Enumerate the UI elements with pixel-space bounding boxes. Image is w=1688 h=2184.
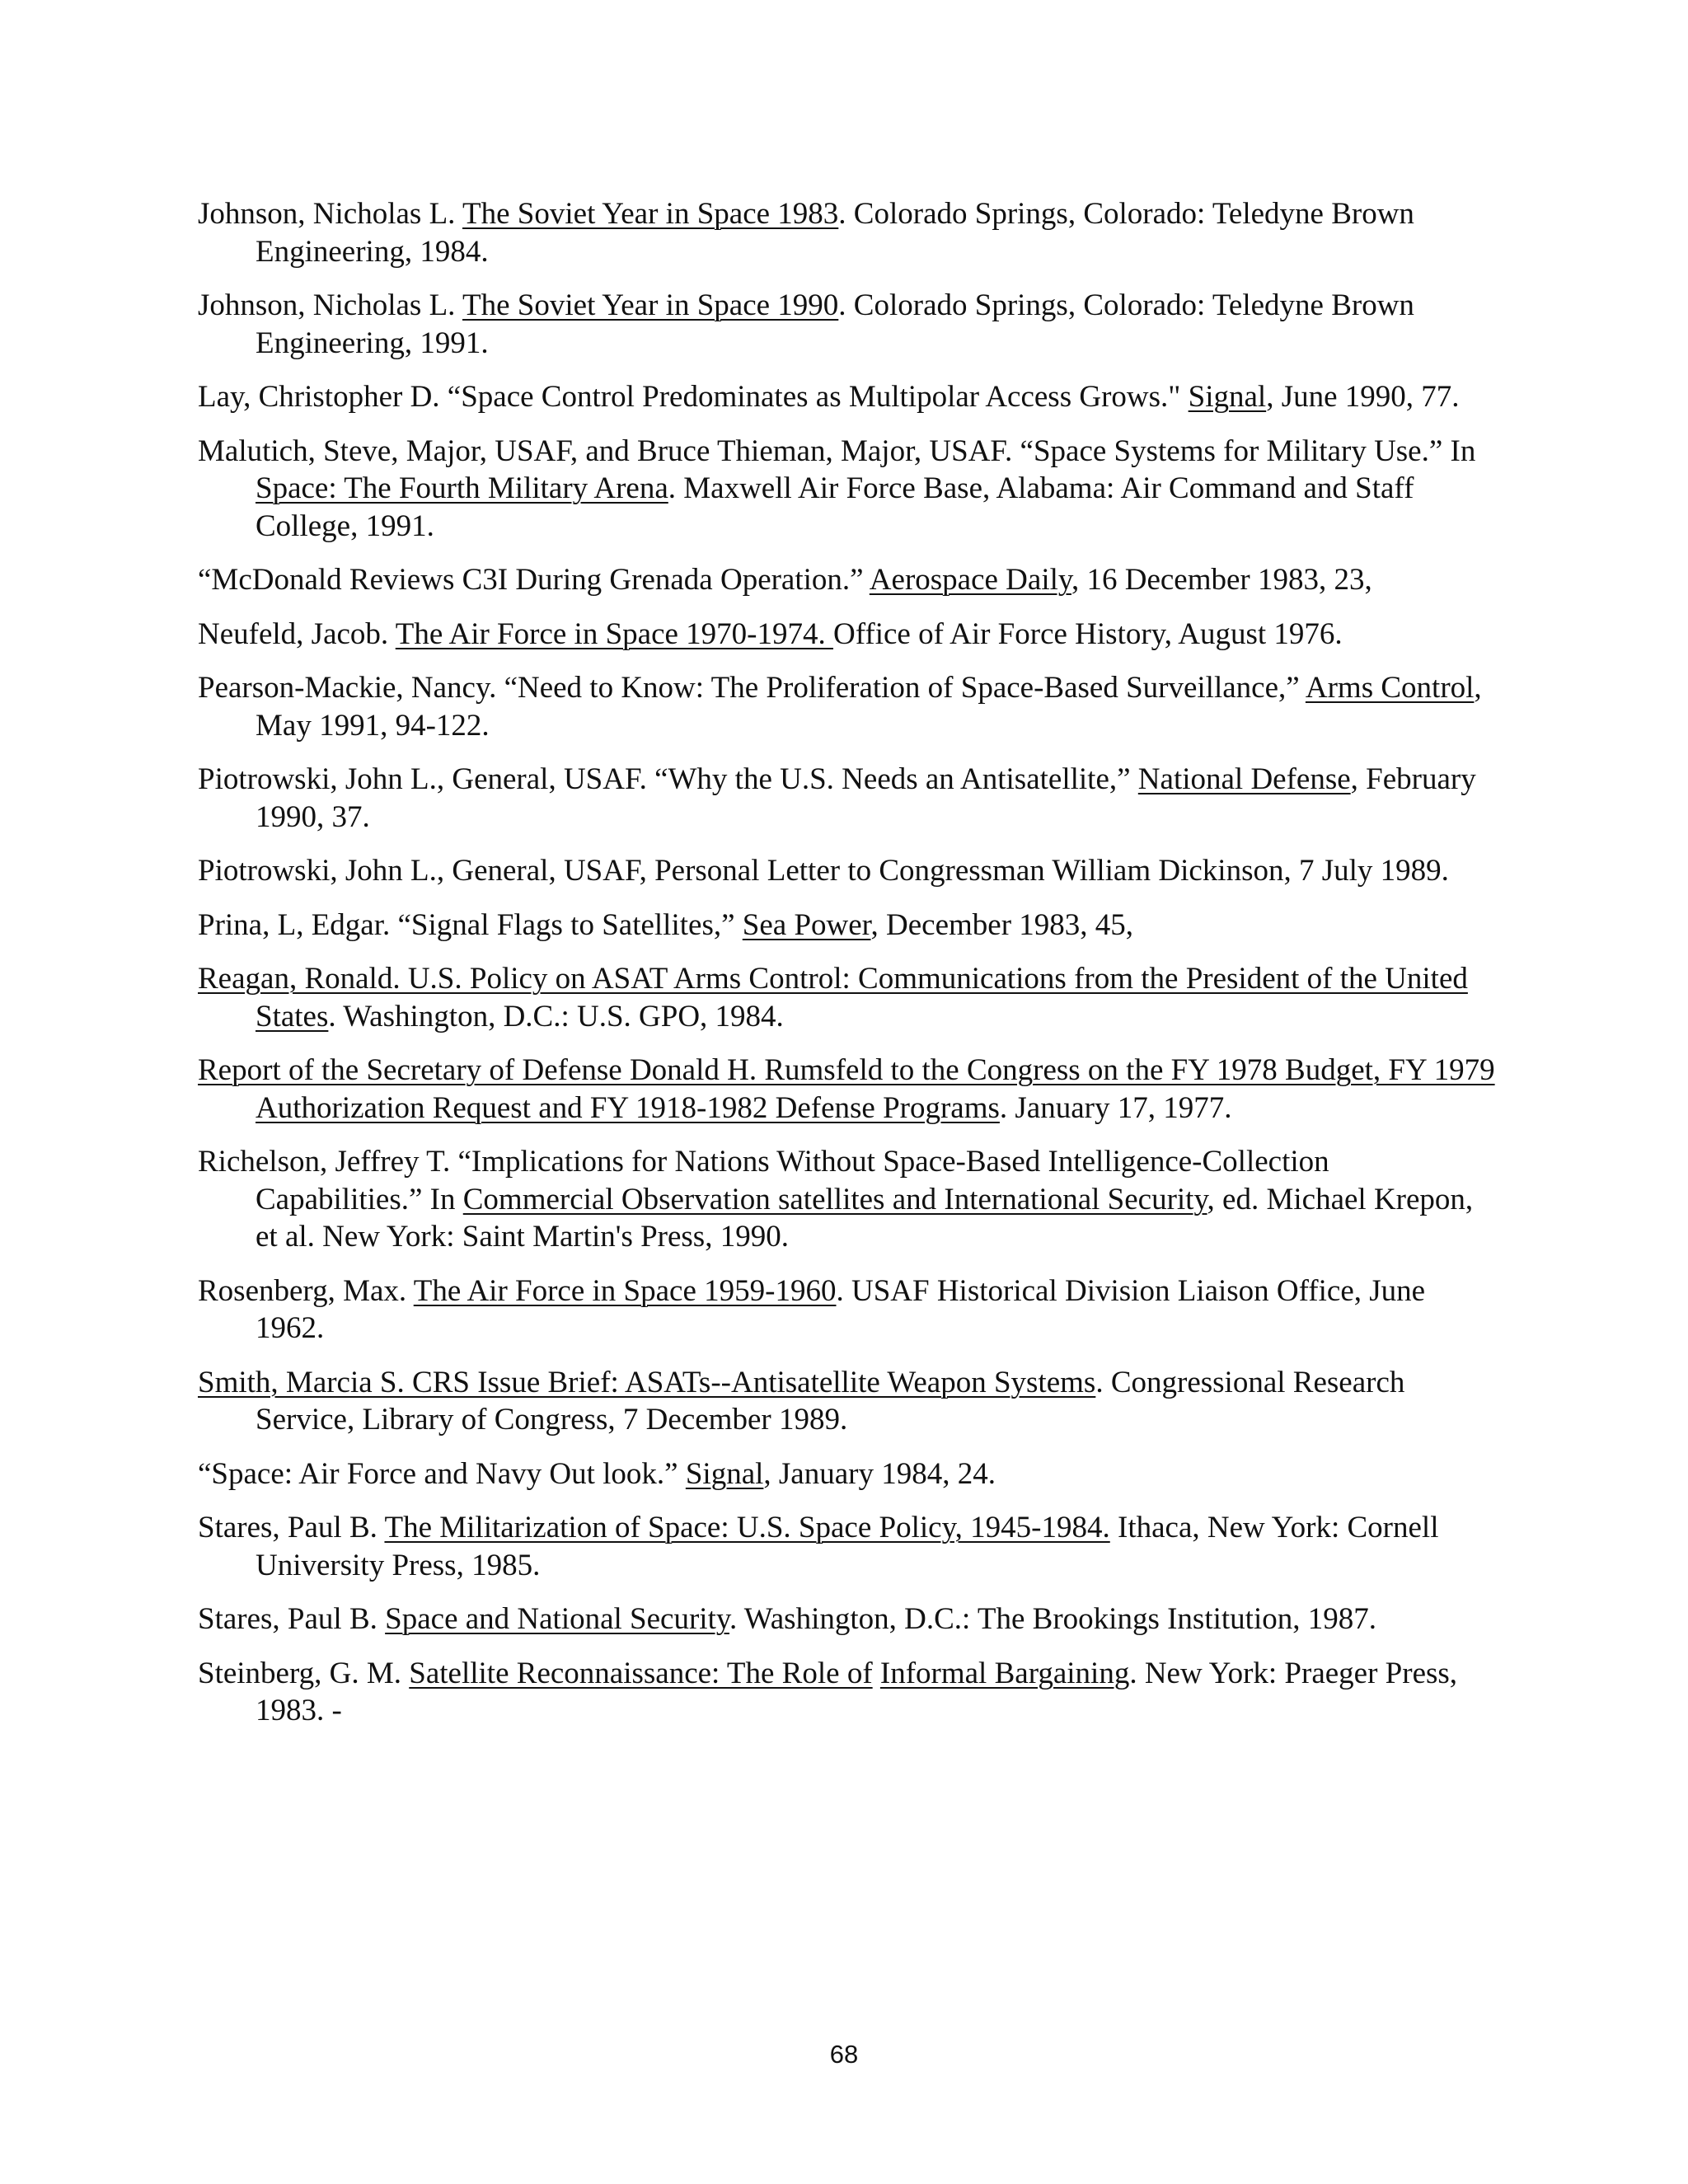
bibliography-entry [198, 1052, 1500, 1127]
bibliography-entry [198, 669, 1500, 744]
bibliography-entry [198, 907, 1500, 944]
bibliography-entry [198, 1272, 1500, 1347]
entry-text: Pearson-Mackie, Nancy. “Need to Know: The Proliferation of Space-Based Surveillance,” [198, 671, 1306, 705]
entry-text: , ed. Michael Krepon, et al. New York: Saint Martin's Press, 1990. [256, 1182, 1474, 1254]
entry-title: Signal [1188, 380, 1267, 414]
entry-text: , June 1990, 77. [1266, 380, 1460, 414]
entry-text: . Washington, D.C.: The Brookings Institution, 1987. [729, 1602, 1376, 1636]
entry-text: . Washington, D.C.: U.S. GPO, 1984. [328, 999, 784, 1033]
entry-title: Space: The Fourth Military Arena [256, 471, 668, 505]
bibliography-entry [198, 616, 1500, 654]
bibliography-entry [198, 378, 1500, 416]
bibliography-entry [198, 1601, 1500, 1638]
entry-text: Piotrowski, John L., General, USAF, Personal Letter to Congressman William Dickinson, 7 July 1989. [198, 854, 1449, 888]
entry-title: Satellite Reconnaissance: The Role of [409, 1656, 873, 1690]
entry-text: Stares, Paul B. [198, 1602, 386, 1636]
entry-title: The Air Force in Space 1970-1974. [395, 616, 833, 651]
bibliography-entry [198, 195, 1500, 270]
entry-text [873, 1657, 880, 1690]
entry-text: , May 1991, 94-122. [256, 671, 1482, 743]
entry-title: Signal [685, 1456, 764, 1491]
entry-title: Commercial Observation satellites and International Security [462, 1182, 1207, 1216]
entry-title: Informal Bargaining [879, 1656, 1130, 1690]
entry-text: , January 1984, 24. [763, 1456, 996, 1491]
page-number: 68 [829, 2040, 859, 2069]
entry-text: , December 1983, 45, [870, 907, 1134, 942]
entry-text: Piotrowski, John L., General, USAF. “Why the U.S. Needs an Antisatellite,” [198, 762, 1138, 796]
entry-title: The Air Force in Space 1959-1960 [413, 1273, 837, 1308]
entry-text: Steinberg, G. M. [198, 1656, 410, 1690]
entry-text: . January 17, 1977. [999, 1090, 1232, 1125]
entry-title: Aerospace Daily [869, 563, 1071, 597]
entry-text: “Space: Air Force and Navy Out look.” [198, 1456, 686, 1491]
entry-text: , February 1990, 37. [256, 762, 1476, 834]
entry-text: Malutich, Steve, Major, USAF, and Bruce Thieman, Major, USAF. “Space Systems for Military Use.” In [198, 434, 1476, 468]
entry-text: . Colorado Springs, Colorado: Teledyne Brown Engineering, 1984. [256, 197, 1414, 269]
entry-text: . Congressional Research Service, Library of Congress, 7 December 1989. [256, 1365, 1405, 1436]
bibliography-entry [198, 1455, 1500, 1493]
entry-title: Report of the Secretary of Defense Donald H. Rumsfeld to the Congress on the FY 1978 Budget, FY 1979 Authorization Request and FY 1918-1982 Defense Programs [198, 1053, 1495, 1125]
entry-text: Lay, Christopher D. “Space Control Predominates as Multipolar Access Grows." [198, 380, 1189, 414]
entry-text: Johnson, Nicholas L. [198, 288, 463, 322]
entry-text: Rosenberg, Max. [198, 1273, 414, 1308]
entry-title: National Defense [1137, 762, 1351, 796]
entry-title: Reagan, Ronald. U.S. Policy on ASAT Arms Control: Communications from the President of the United States [198, 962, 1468, 1033]
entry-title: Smith, Marcia S. CRS Issue Brief: ASATs--Antisatellite Weapon Systems [198, 1365, 1096, 1399]
bibliography-entry [198, 1143, 1500, 1256]
entry-text: “McDonald Reviews C3I During Grenada Operation.” [198, 563, 870, 597]
entry-text: . Maxwell Air Force Base, Alabama: Air Command and Staff College, 1991. [256, 471, 1414, 543]
bibliography-list [198, 195, 1500, 1746]
bibliography-entry [198, 960, 1500, 1035]
entry-text: . USAF Historical Division Liaison Office, June 1962. [256, 1273, 1426, 1345]
bibliography-entry [198, 433, 1500, 546]
bibliography-entry [198, 761, 1500, 836]
bibliography-entry [198, 1655, 1500, 1730]
bibliography-entry [198, 561, 1500, 599]
entry-title: Sea Power [742, 907, 871, 942]
entry-text: Prina, L, Edgar. “Signal Flags to Satellites,” [198, 907, 743, 942]
bibliography-entry [198, 1364, 1500, 1439]
bibliography-entry [198, 852, 1500, 890]
entry-text: , 16 December 1983, 23, [1071, 563, 1372, 597]
entry-text: Richelson, Jeffrey T. “Implications for Nations Without Space-Based Intelligence-Collection Capabilities.” In [198, 1145, 1329, 1216]
entry-title: The Militarization of Space: U.S. Space Policy, 1945-1984. [384, 1511, 1110, 1544]
entry-text: Ithaca, New York: Cornell University Press, 1985. [256, 1511, 1439, 1582]
entry-text: Johnson, Nicholas L. [198, 197, 463, 231]
entry-title: The Soviet Year in Space 1983 [462, 197, 839, 231]
entry-title: Arms Control [1305, 671, 1475, 705]
entry-text: Neufeld, Jacob. [198, 616, 396, 651]
entry-text: . New York: Praeger Press, 1983. - [256, 1656, 1458, 1727]
bibliography-entry [198, 287, 1500, 362]
bibliography-entry [198, 1509, 1500, 1584]
entry-text: . Colorado Springs, Colorado: Teledyne Brown Engineering, 1991. [256, 288, 1414, 360]
entry-text: Office of Air Force History, August 1976. [833, 616, 1343, 651]
entry-title: Space and National Security [385, 1602, 729, 1636]
entry-title: The Soviet Year in Space 1990 [462, 288, 839, 322]
entry-text: Stares, Paul B. [198, 1511, 385, 1544]
